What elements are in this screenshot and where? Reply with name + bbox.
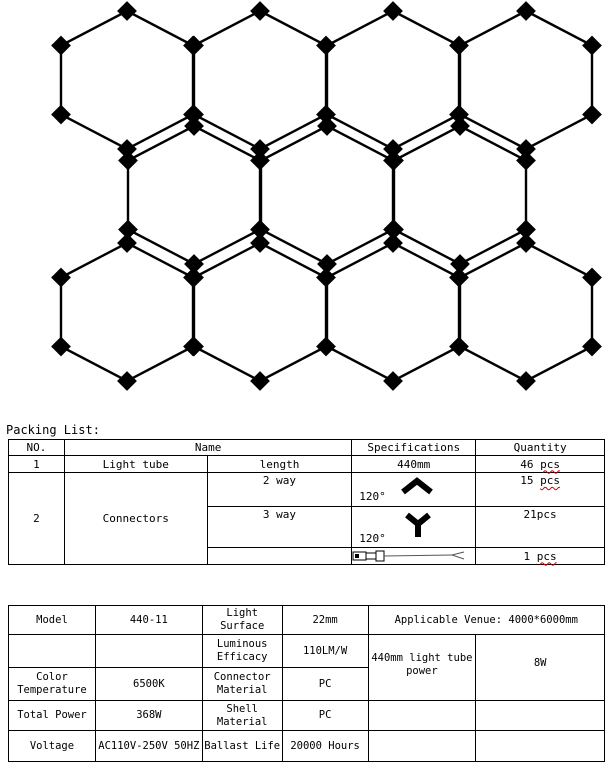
header-quantity: Quantity [476, 440, 605, 456]
row2-sub2-spec [352, 507, 476, 548]
connector-node [516, 233, 536, 253]
shell-material-value: PC [282, 701, 368, 731]
row2-sub3-type [207, 548, 352, 565]
connector-node [184, 268, 204, 288]
y-connector-icon [402, 509, 434, 539]
connector-node [250, 151, 270, 171]
table-row [9, 701, 605, 731]
voltage-label: Voltage [9, 731, 96, 762]
angle-label: 120° [359, 490, 386, 503]
connector-node [316, 268, 336, 288]
v-connector-icon [399, 476, 435, 496]
packing-list-title: Packing List: [6, 423, 100, 437]
connector-material-value: PC [282, 668, 368, 701]
light-surface-label: Light Surface [202, 606, 282, 635]
row2-name: Connectors [64, 473, 207, 565]
row2-sub1-quantity: 15 pcs [476, 473, 605, 507]
row2-sub1-type: 2 way [207, 473, 352, 507]
packing-header-row [9, 440, 605, 456]
hexagon-tube [128, 126, 260, 264]
angle-label: 120° [359, 532, 386, 545]
ballast-life-value: 20000 Hours [282, 731, 368, 762]
connector-node [449, 268, 469, 288]
empty-cell [476, 731, 605, 762]
connector-node [582, 268, 602, 288]
connector-node [384, 151, 404, 171]
hexagon-tube [460, 11, 592, 149]
hexagon-tube [327, 243, 459, 381]
hexagon-tube [194, 11, 326, 149]
hexagon-tube [61, 11, 193, 149]
ballast-life-label: Ballast Life [202, 731, 282, 762]
connector-node [516, 371, 536, 391]
tube-power-value: 8W [476, 635, 605, 701]
row1-spec-label: length [207, 456, 352, 473]
hexagon-tube [61, 243, 193, 381]
header-name: Name [64, 440, 351, 456]
connector-node [449, 337, 469, 357]
connector-node [516, 1, 536, 21]
empty-cell [368, 701, 476, 731]
table-row [9, 635, 605, 668]
connector-node [449, 36, 469, 56]
connector-node [316, 337, 336, 357]
row2-sub2-quantity: 21pcs [476, 507, 605, 548]
empty-cell [9, 635, 96, 668]
connector-node [383, 371, 403, 391]
empty-cell [476, 701, 605, 731]
model-value: 440-11 [95, 606, 202, 635]
luminous-efficacy-label: Luminous Efficacy [202, 635, 282, 668]
row2-sub2-type: 3 way [207, 507, 352, 548]
connector-node [250, 371, 270, 391]
connector-node [184, 337, 204, 357]
luminous-efficacy-value: 110LM/W [282, 635, 368, 668]
row1-name: Light tube [64, 456, 207, 473]
hexagon-tube [460, 243, 592, 381]
specification-table [8, 605, 605, 762]
connector-node [117, 371, 137, 391]
row2-sub3-spec [352, 548, 476, 565]
connector-node [316, 36, 336, 56]
packing-list-table [8, 439, 605, 565]
header-no: NO. [9, 440, 65, 456]
connector-node [582, 36, 602, 56]
connector-node [184, 36, 204, 56]
connector-node [118, 151, 138, 171]
voltage-value: AC110V-250V 50HZ [95, 731, 202, 762]
empty-cell [95, 635, 202, 668]
applicable-venue: Applicable Venue: 4000*6000mm [368, 606, 604, 635]
table-row [9, 606, 605, 635]
connector-node [51, 36, 71, 56]
color-temperature-value: 6500K [95, 668, 202, 701]
row1-no: 1 [9, 456, 65, 473]
hexagon-tube [394, 126, 526, 264]
total-power-label: Total Power [9, 701, 96, 731]
table-row [9, 473, 605, 507]
shell-material-label: Shell Material [202, 701, 282, 731]
header-specifications: Specifications [352, 440, 476, 456]
power-cable-icon [352, 549, 470, 563]
connector-node [383, 233, 403, 253]
connector-node [250, 233, 270, 253]
tube-power-label: 440mm light tube power [368, 635, 476, 701]
light-surface-value: 22mm [282, 606, 368, 635]
connector-node [250, 1, 270, 21]
row2-no: 2 [9, 473, 65, 565]
connector-node [51, 105, 71, 125]
total-power-value: 368W [95, 701, 202, 731]
connector-node [582, 105, 602, 125]
connector-node [117, 1, 137, 21]
row1-quantity: 46 pcs [476, 456, 605, 473]
connector-node [383, 1, 403, 21]
table-row [9, 731, 605, 762]
connector-node [582, 337, 602, 357]
empty-cell [368, 731, 476, 762]
hexagon-tube [327, 11, 459, 149]
row2-sub3-quantity: 1 pcs [476, 548, 605, 565]
model-label: Model [9, 606, 96, 635]
row1-spec-value: 440mm [352, 456, 476, 473]
table-row [9, 456, 605, 473]
hexagon-tube [261, 126, 393, 264]
connector-node [117, 233, 137, 253]
connector-material-label: Connector Material [202, 668, 282, 701]
hexagon-tube [194, 243, 326, 381]
connector-node [516, 151, 536, 171]
connector-node [51, 268, 71, 288]
color-temperature-label: Color Temperature [9, 668, 96, 701]
connector-node [51, 337, 71, 357]
row2-sub1-spec [352, 473, 476, 507]
